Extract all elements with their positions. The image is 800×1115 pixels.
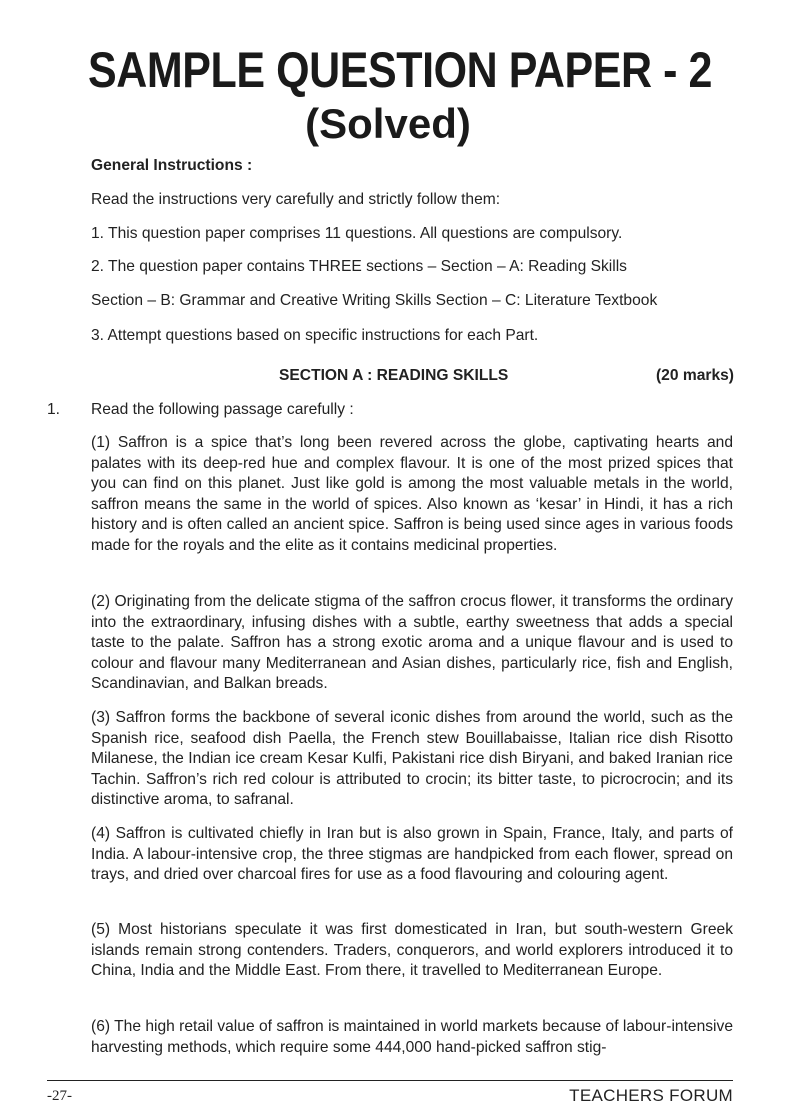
passage-paragraph-1: (1) Saffron is a spice that’s long been revered across the globe, captivating hearts and palates with its deep-red hue and complex flavour. It is one of the most prized spices that you can find on this planet. Just like gold is among the most valuable metals in the world, saffron means the same in the world of spices. Also known as ‘kesar’ in Hindi, it has a rich history and is often called an ancient spice. Saffron is being used since ages in various foods made for the royals and the elite as it contains medicinal properties. — [91, 434, 733, 554]
passage-paragraph-3: (3) Saffron forms the backbone of several iconic dishes from around the world, such as the Spanish rice, seafood dish Paella, the French stew Bouillabaisse, Italian rice dish Risotto Milanese, the Indian ice cream Kesar Kulfi, Pakistani rice dish Biryani, and baked Iranian rice Tachin. Saffron’s rich red colour is attributed to crocin; its bitter taste, to picrocrocin; and its distinctive aroma, to safranal. — [91, 709, 733, 809]
instruction-line: 2. The question paper contains THREE sections – Section – A: Reading Skills — [91, 258, 627, 275]
passage-paragraph-4: (4) Saffron is cultivated chiefly in Iran but is also grown in Spain, France, Italy, and parts of India. A labour-intensive crop, the three stigmas are handpicked from each flower, spread on trays, and dried over charcoal fires for use as a food flavouring and colouring agent. — [91, 825, 733, 884]
section-heading: SECTION A : READING SKILLS — [279, 367, 509, 384]
question-number: 1. — [47, 401, 61, 418]
footer-brand: TEACHERS FORUM — [569, 1086, 733, 1105]
paper-title: SAMPLE QUESTION PAPER - 2 — [88, 42, 712, 98]
instruction-line: Read the instructions very carefully and strictly follow them: — [91, 191, 501, 208]
instructions-heading: General Instructions : — [91, 157, 253, 174]
instruction-line: 3. Attempt questions based on specific instructions for each Part. — [91, 327, 539, 344]
section-marks: (20 marks) — [655, 367, 734, 384]
instruction-line: 1. This question paper comprises 11 questions. All questions are compulsory. — [91, 225, 623, 242]
question-prompt: Read the following passage carefully : — [91, 401, 354, 418]
instruction-line: Section – B: Grammar and Creative Writing Skills Section – C: Literature Textbook — [91, 292, 658, 309]
passage-paragraph-5: (5) Most historians speculate it was first domesticated in Iran, but south-western Greek islands remain strong contenders. Traders, conquerors, and world explorers introduced it to China, India and the Middle East. From there, it travelled to Mediterranean Europe. — [91, 921, 733, 980]
passage-paragraph-6: (6) The high retail value of saffron is maintained in world markets because of labour-intensive harvesting methods, which require some 444,000 hand-picked saffron stig- — [91, 1018, 733, 1056]
page-number: -27- — [47, 1088, 72, 1104]
paper-subtitle: (Solved) — [305, 100, 471, 147]
passage-paragraph-2: (2) Originating from the delicate stigma of the saffron crocus flower, it transforms the ordinary into the extraordinary, infusing dishes with a subtle, earthy sweetness that adds a special taste to the palate. Saffron has a strong exotic aroma and a unique flavour and is used to colour and flavour many Mediterranean and Asian dishes, particularly rice, fish and English, Scandinavian, and Balkan breads. — [91, 593, 733, 693]
footer-divider — [47, 1080, 733, 1081]
